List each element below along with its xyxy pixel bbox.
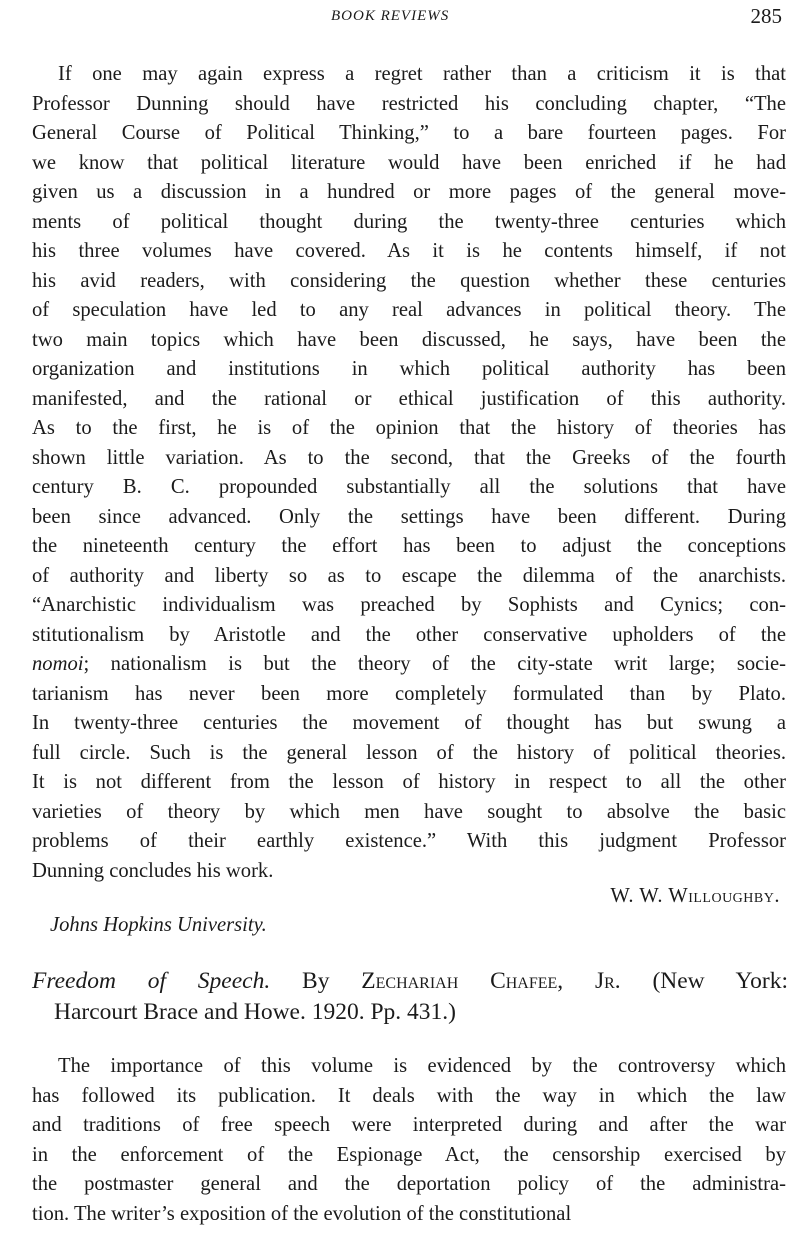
- text-line: has followed its publication. It deals with the way in which the law: [32, 1084, 786, 1107]
- reviewer-affiliation: Johns Hopkins University.: [50, 914, 267, 936]
- text-line: and traditions of free speech were interpreted during and after the war: [32, 1114, 786, 1136]
- text-line: been since advanced. Only the settings have been different. During: [32, 505, 786, 528]
- text-line: century B. C. propounded substantially all the solutions that have: [32, 476, 786, 498]
- text-line: tion. The writer’s exposition of the evolution of the constitutional: [32, 1202, 572, 1225]
- text-line: of speculation have led to any real advances in political theory. The: [32, 299, 786, 321]
- text-line: of authority and liberty so as to escape the dilemma of the anarchists.: [32, 564, 786, 587]
- text-line: two main topics which have been discussed, he says, have been the: [32, 328, 786, 351]
- text-line: full circle. Such is the general lesson of the history of political theories.: [32, 741, 786, 764]
- text-line: In twenty-three centuries the movement of thought has but swung a: [32, 712, 786, 734]
- text-line: problems of their earthly existence.” With this judgment Professor: [32, 830, 786, 852]
- page-header: [0, 4, 800, 30]
- page-number: 285: [750, 4, 782, 28]
- text-line: nomoi; nationalism is but the theory of the city-state writ large; socie-: [32, 653, 786, 675]
- text-line: we know that political literature would have been enriched if he had: [32, 151, 786, 174]
- text-line: Professor Dunning should have restricted his concluding chapter, “The: [32, 92, 786, 115]
- text-line: The importance of this volume is evidenced by the controversy which: [58, 1055, 786, 1077]
- text-line: his three volumes have covered. As it is he contents himself, if not: [32, 240, 786, 262]
- text-line: If one may again express a regret rather than a criticism it is that: [58, 63, 786, 85]
- text-line: varieties of theory by which men have sought to absolve the basic: [32, 800, 786, 823]
- review1-paragraph: [32, 60, 786, 886]
- text-line: tarianism has never been more completely formulated than by Plato.: [32, 682, 786, 705]
- running-head: BOOK REVIEWS: [331, 8, 450, 24]
- reviewer-signature: [610, 885, 780, 908]
- text-line: in the enforcement of the Espionage Act, the censorship exercised by: [32, 1143, 786, 1166]
- text-line: General Course of Political Thinking,” to a bare fourteen pages. For: [32, 122, 786, 144]
- book-author: Zechariah Chafee, Jr.: [361, 968, 621, 994]
- text-line: shown little variation. As to the second, that the Greeks of the fourth: [32, 446, 786, 469]
- text-line: It is not different from the lesson of history in respect to all the other: [32, 771, 786, 793]
- text-line: ments of political thought during the twenty-three centuries which: [32, 210, 786, 233]
- text-line: stitutionalism by Aristotle and the other conservative upholders of the: [32, 623, 786, 646]
- text-line: given us a discussion in a hundred or more pages of the general move-: [32, 181, 786, 203]
- by-word: By: [302, 968, 330, 994]
- review2-paragraph: [32, 1052, 786, 1229]
- text-line: the nineteenth century the effort has been to adjust the conceptions: [32, 535, 786, 557]
- text-line: manifested, and the rational or ethical justification of this authority.: [32, 387, 786, 410]
- text-line: “Anarchistic individualism was preached by Sophists and Cynics; con-: [32, 594, 786, 616]
- text-line: the postmaster general and the deportation policy of the administra-: [32, 1173, 786, 1195]
- text-line: organization and institutions in which political authority has been: [32, 358, 786, 380]
- review2-heading: [32, 966, 788, 1028]
- publication-details: Harcourt Brace and Howe. 1920. Pp. 431.): [54, 999, 457, 1025]
- text-line: Dunning concludes his work.: [32, 859, 274, 882]
- text-line: his avid readers, with considering the question whether these centuries: [32, 269, 786, 292]
- latin-term: nomoi: [32, 653, 84, 675]
- review2-heading-line1: [32, 966, 788, 997]
- reviewer-name: W. W. Willoughby.: [610, 885, 780, 907]
- text-line: As to the first, he is of the opinion that the history of theories has: [32, 417, 786, 439]
- book-title: Freedom of Speech.: [32, 968, 271, 994]
- publication-open: (New York:: [652, 968, 789, 994]
